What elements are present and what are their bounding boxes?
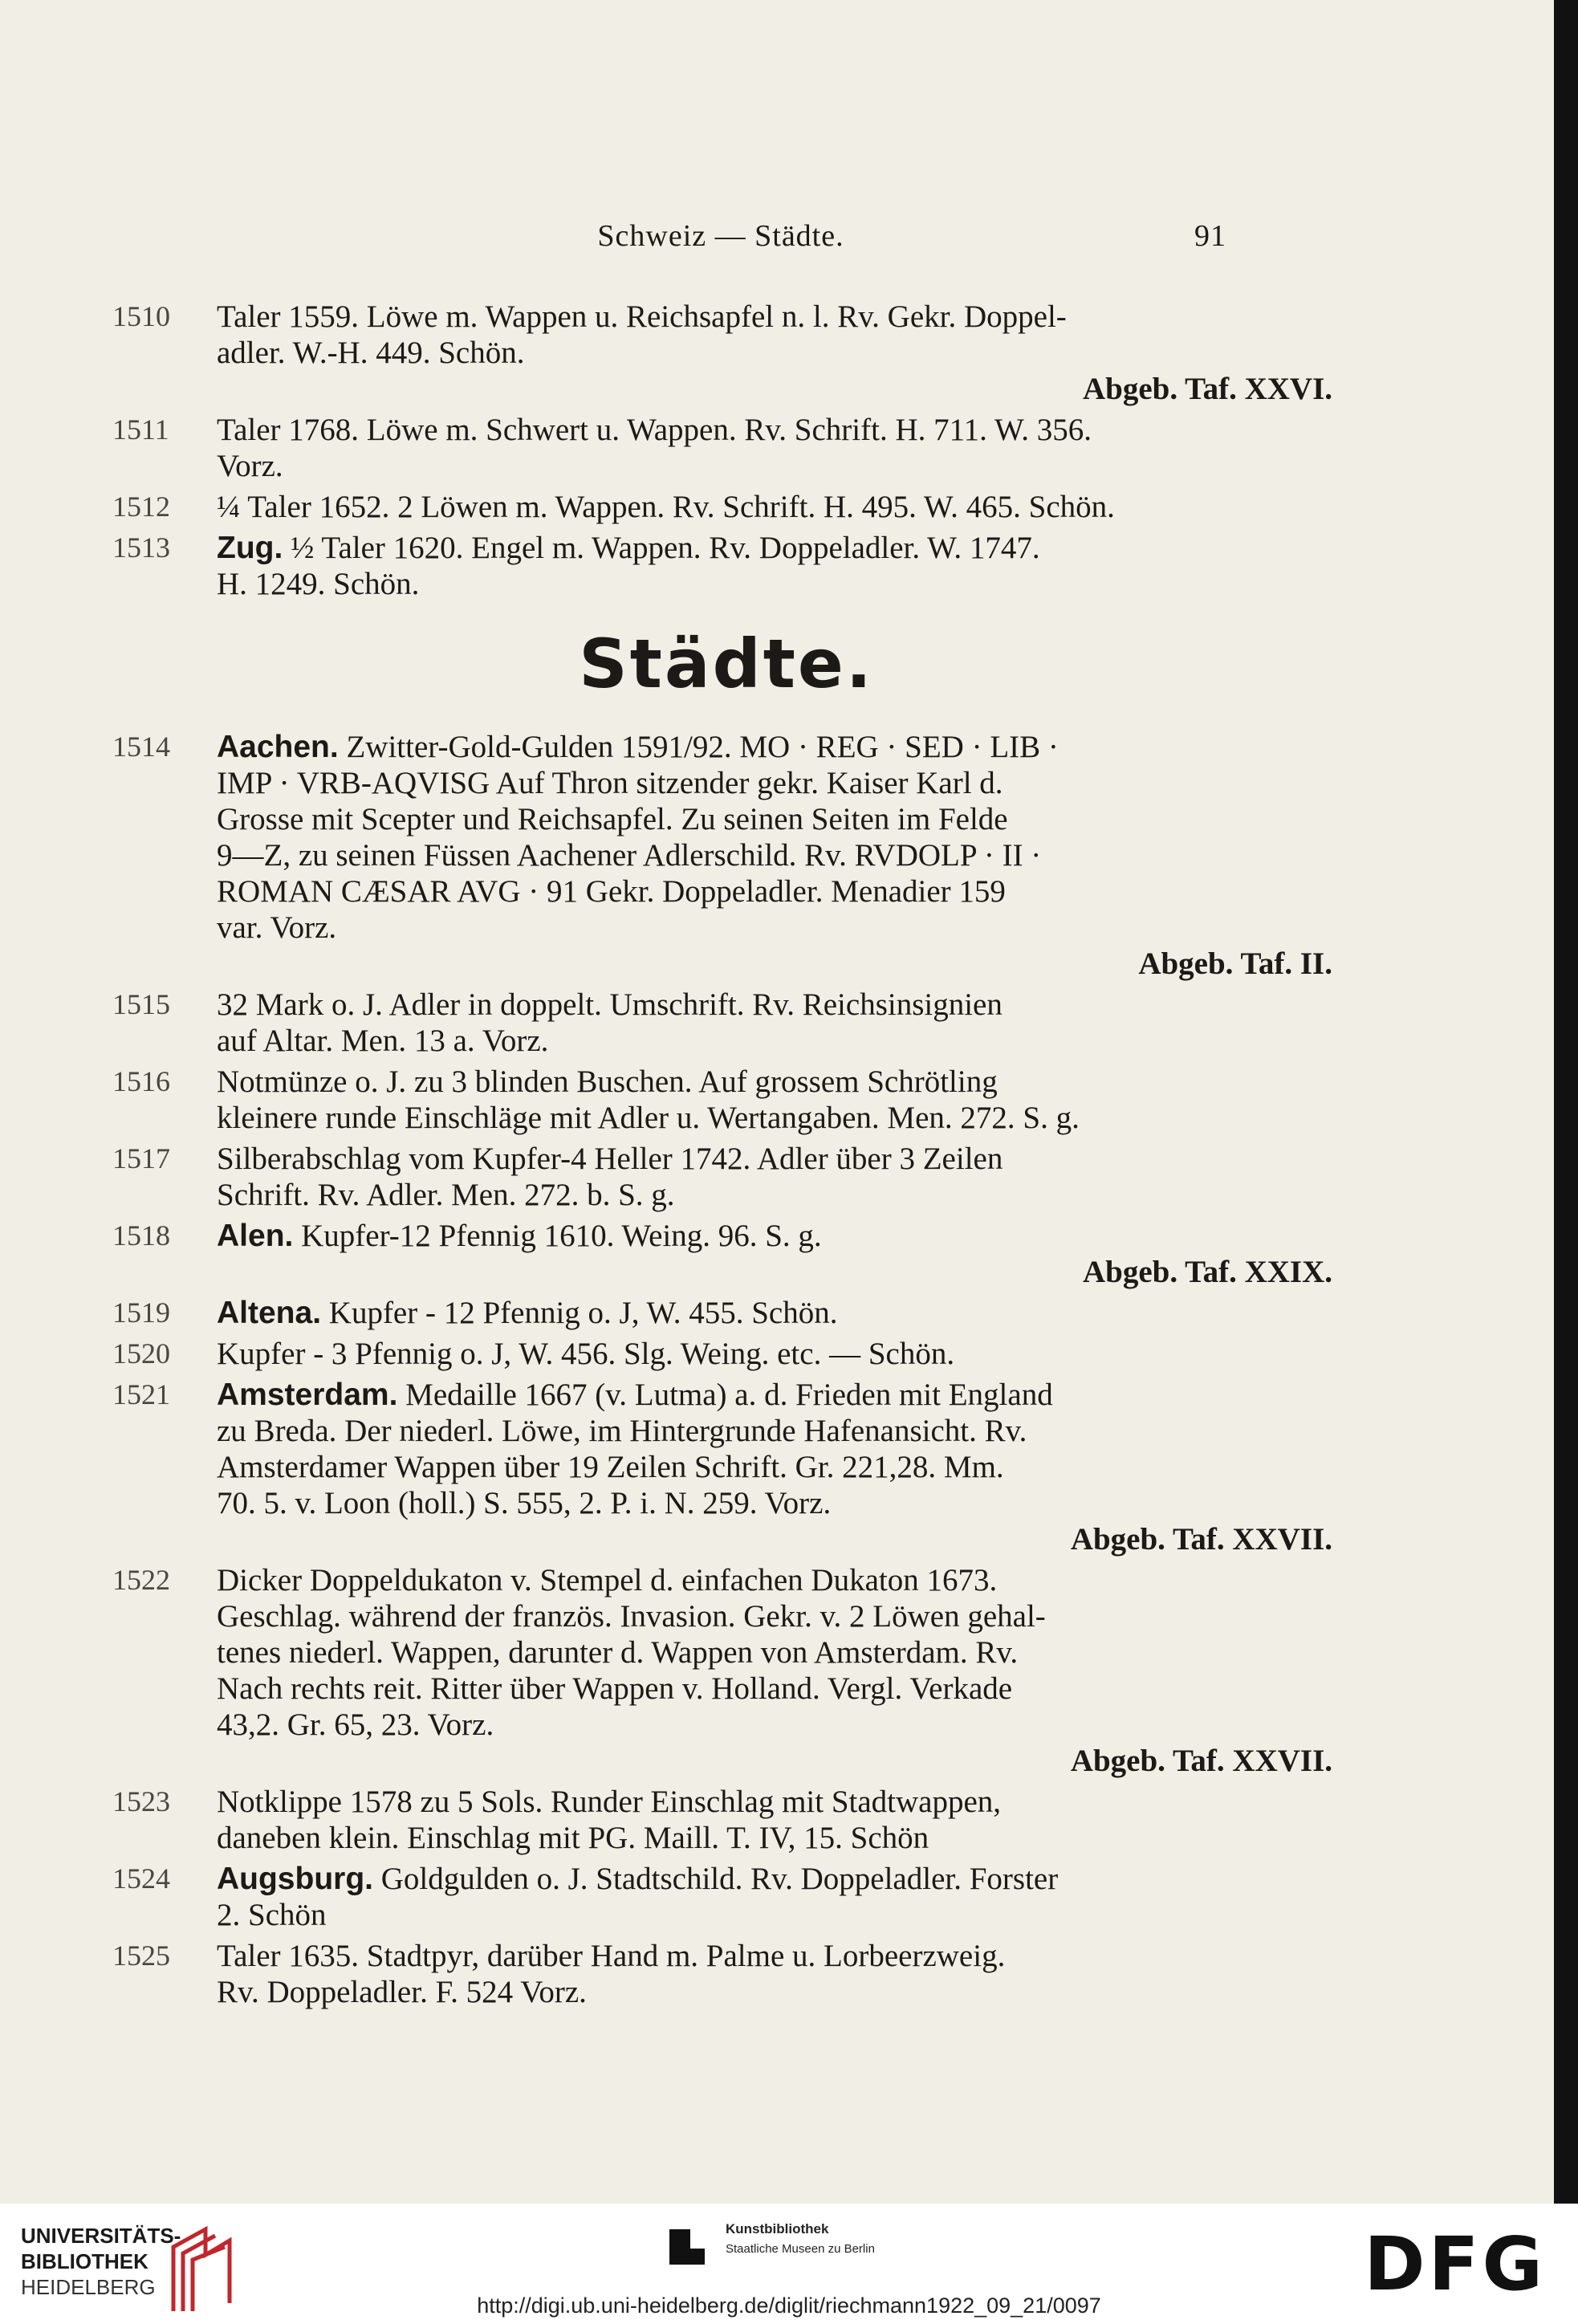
entry-text-line: [217, 1218, 1332, 1254]
entry-text-line: 32 Mark o. J. Adler in doppelt. Umschrift. Rv. Reichsinsignien: [217, 987, 1003, 1022]
entry-text-line: Geschlag. während der französ. Invasion. Gekr. v. 2 Löwen gehal-: [217, 1599, 1046, 1634]
lot-number: 1518: [112, 1219, 170, 1252]
city-name: Amsterdam.: [217, 1378, 398, 1412]
catalogue-entry: [112, 1064, 1236, 1136]
entries-schweiz: [112, 299, 1332, 602]
permalink-url[interactable]: http://digi.ub.uni-heidelberg.de/diglit/riechmann1922_09_21/0097: [477, 2293, 1101, 2318]
entry-text-line: [217, 1377, 1332, 1413]
city-name: Aachen.: [217, 730, 339, 764]
entry-text-line: ¼ Taler 1652. 2 Löwen m. Wappen. Rv. Schrift. H. 495. W. 465. Schön.: [217, 490, 1115, 524]
lot-number: 1525: [112, 1939, 170, 1972]
plate-reference: Abgeb. Taf. XXVII.: [1070, 1744, 1332, 1778]
entry-text-line: Silberabschlag vom Kupfer-4 Heller 1742. Adler über 3 Zeilen: [217, 1142, 1003, 1176]
lot-number: 1516: [112, 1065, 170, 1097]
catalogue-entry: [112, 1938, 1236, 2010]
catalogue-entry: [112, 1784, 1236, 1856]
entry-description: Medaille 1667 (v. Lutma) a. d. Frieden mit England: [397, 1378, 1053, 1412]
lot-number: 1510: [112, 300, 170, 332]
city-name: Altena.: [217, 1296, 322, 1330]
header-title: Schweiz — Städte.: [597, 219, 844, 253]
catalogue-entry: [112, 1218, 1332, 1290]
entry-text-line: [217, 530, 1332, 566]
entry-description: Kupfer - 12 Pfennig o. J, W. 455. Schön.: [321, 1296, 838, 1330]
lot-number: 1513: [112, 531, 170, 564]
entry-text-line: kleinere runde Einschläge mit Adler u. Wertangaben. Men. 272. S. g.: [217, 1101, 1080, 1135]
entry-text-line: Taler 1635. Stadtpyr, darüber Hand m. Palme u. Lorbeerzweig.: [217, 1939, 1006, 1973]
lot-number: 1515: [112, 988, 170, 1020]
section-heading: Städte.: [579, 625, 874, 703]
catalogue-entry: [112, 1295, 1236, 1331]
entry-text-line: 9—Z, zu seinen Füssen Aachener Adlerschild. Rv. RVDOLP · II ·: [217, 838, 1042, 873]
entry-text-line: [217, 729, 1332, 765]
footer-bar: [0, 2204, 1578, 2324]
catalogue-entry: [112, 1336, 1236, 1372]
lot-number: 1524: [112, 1862, 170, 1895]
entry-text-line: Dicker Doppeldukaton v. Stempel d. einfachen Dukaton 1673.: [217, 1563, 998, 1597]
kunstbibliothek-name: Kunstbibliothek: [726, 2221, 829, 2236]
catalogue-entries: [112, 299, 1332, 2015]
entry-text-line: Notmünze o. J. zu 3 blinden Buschen. Auf grossem Schrötling: [217, 1064, 998, 1099]
entry-text-line: [217, 1861, 1332, 1897]
entry-text-line: Grosse mit Scepter und Reichsapfel. Zu seinen Seiten im Felde: [217, 802, 1008, 836]
lot-number: 1521: [112, 1378, 170, 1410]
catalogue-entry: [112, 1377, 1332, 1557]
lot-number: 1512: [112, 490, 170, 523]
entry-text-line: tenes niederl. Wappen, darunter d. Wappen von Amsterdam. Rv.: [217, 1635, 1019, 1670]
entry-text-line: Kupfer - 3 Pfennig o. J, W. 456. Slg. Weing. etc. — Schön.: [217, 1337, 955, 1371]
entry-text-line: Vorz.: [217, 449, 283, 483]
catalogue-entry: [112, 1861, 1236, 1933]
city-name: Alen.: [217, 1219, 294, 1253]
entry-text-line: ROMAN CÆSAR AVG · 91 Gekr. Doppeladler. Menadier 159: [217, 874, 1006, 909]
plate-reference: Abgeb. Taf. XXVI.: [1083, 372, 1332, 406]
catalogue-entry: [112, 489, 1236, 525]
lot-number: 1519: [112, 1296, 170, 1329]
entry-text-line: Amsterdamer Wappen über 19 Zeilen Schrift. Gr. 221,28. Mm.: [217, 1450, 1004, 1484]
entry-text-line: zu Breda. Der niederl. Löwe, im Hintergrunde Hafenansicht. Rv.: [217, 1414, 1027, 1448]
entry-text-line: Taler 1768. Löwe m. Schwert u. Wappen. Rv. Schrift. H. 711. W. 356.: [217, 413, 1092, 447]
entry-text-line: Taler 1559. Löwe m. Wappen u. Reichsapfel n. l. Rv. Gekr. Doppel-: [217, 299, 1067, 334]
dfg-logo[interactable]: DFG: [1364, 2221, 1546, 2307]
entry-text-line: Notklippe 1578 zu 5 Sols. Runder Einschlag mit Stadtwappen,: [217, 1785, 1002, 1819]
lot-number: 1511: [112, 413, 169, 446]
running-header: [215, 218, 1226, 267]
catalogue-entry: [112, 299, 1332, 407]
entry-description: ½ Taler 1620. Engel m. Wappen. Rv. Doppeladler. W. 1747.: [283, 531, 1040, 565]
plate-reference: Abgeb. Taf. XXIX.: [1083, 1255, 1332, 1289]
university-library-name: UNIVERSITÄTS- BIBLIOTHEK HEIDELBERG: [21, 2224, 181, 2299]
entry-text-line: adler. W.-H. 449. Schön.: [217, 336, 525, 370]
plate-reference: Abgeb. Taf. II.: [1138, 946, 1332, 981]
entry-text-line: var. Vorz.: [217, 910, 337, 945]
kunstbibliothek-mark-icon: [666, 2226, 708, 2268]
kunstbibliothek-subtitle: Staatliche Museen zu Berlin: [726, 2242, 875, 2256]
catalogue-entry: [112, 412, 1236, 484]
entry-text-line: Nach rechts reit. Ritter über Wappen v. Holland. Vergl. Verkade: [217, 1671, 1013, 1706]
scan-edge: [1554, 0, 1578, 2204]
catalogue-entry: [112, 729, 1332, 982]
catalogue-entry: [112, 1141, 1236, 1213]
catalogue-entry: [112, 530, 1236, 602]
city-name: Zug.: [217, 531, 283, 565]
page-number: 91: [1194, 219, 1226, 253]
entry-text-line: Rv. Doppeladler. F. 524 Vorz.: [217, 1975, 587, 2009]
entry-text-line: 43,2. Gr. 65, 23. Vorz.: [217, 1707, 494, 1742]
entry-description: Goldgulden o. J. Stadtschild. Rv. Doppeladler. Forster: [372, 1862, 1059, 1896]
lot-number: 1523: [112, 1785, 170, 1817]
lot-number: 1522: [112, 1564, 170, 1596]
catalogue-entry: [112, 1562, 1332, 1779]
lot-number: 1517: [112, 1142, 170, 1174]
entry-description: Zwitter-Gold-Gulden 1591/92. MO · REG · SED · LIB ·: [338, 730, 1059, 764]
city-name: Augsburg.: [217, 1862, 373, 1896]
entry-text-line: daneben klein. Einschlag mit PG. Maill. T. IV, 15. Schön: [217, 1821, 929, 1855]
lot-number: 1514: [112, 731, 170, 763]
lot-number: 1520: [112, 1337, 170, 1370]
entry-description: Kupfer-12 Pfennig 1610. Weing. 96. S. g.: [293, 1219, 822, 1253]
entry-text-line: 70. 5. v. Loon (holl.) S. 555, 2. P. i. N. 259. Vorz.: [217, 1486, 832, 1520]
entries-staedte: [112, 729, 1332, 2010]
plate-reference: Abgeb. Taf. XXVII.: [1070, 1522, 1332, 1557]
catalogue-entry: [112, 987, 1236, 1059]
entry-text-line: 2. Schön: [217, 1898, 327, 1932]
entry-text-line: IMP · VRB-AQVISG Auf Thron sitzender gekr. Kaiser Karl d.: [217, 766, 1003, 800]
entry-text-line: auf Altar. Men. 13 a. Vorz.: [217, 1024, 549, 1058]
entry-text-line: Schrift. Rv. Adler. Men. 272. b. S. g.: [217, 1178, 675, 1212]
entry-text-line: H. 1249. Schön.: [217, 567, 420, 601]
entry-text-line: [217, 1295, 1332, 1331]
